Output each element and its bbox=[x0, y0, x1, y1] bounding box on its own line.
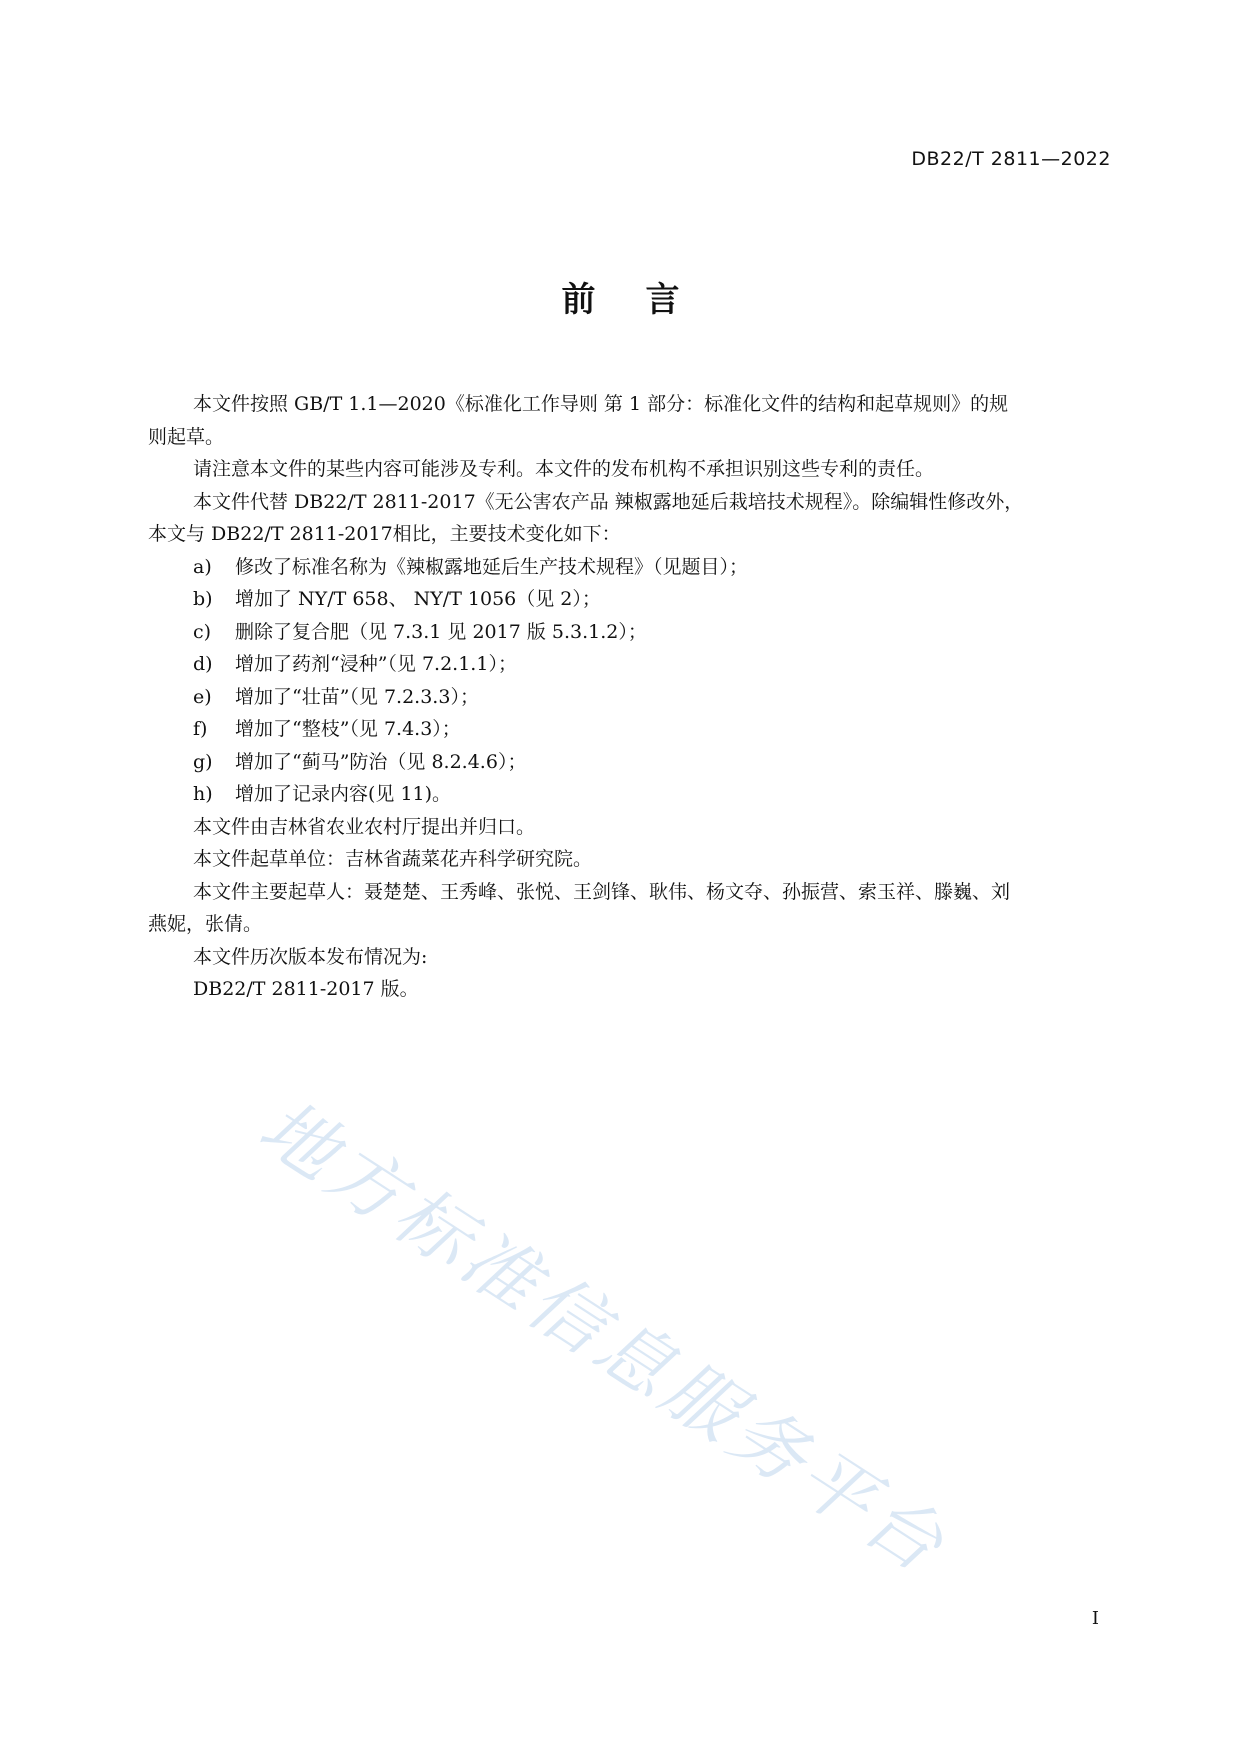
page-number: I bbox=[1091, 1608, 1099, 1629]
list-item-label: f) bbox=[193, 718, 208, 740]
list-item bbox=[148, 551, 1118, 584]
version-history-heading: 本文件历次版本发布情况为: bbox=[193, 945, 428, 968]
list-item-label: d) bbox=[193, 653, 213, 675]
list-item-text: 增加了 NY/T 658、 NY/T 1056（见 2）； bbox=[235, 588, 601, 610]
paragraph-line: 本文件代替 DB22/T 2811-2017《无公害农产品 辣椒露地延后栽培技术规程》。除编辑性修改外， bbox=[193, 490, 1024, 513]
list-item-label: g) bbox=[193, 750, 213, 773]
list-item-label: e) bbox=[193, 685, 212, 708]
proposer-statement: 本文件由吉林省农业农村厅提出并归口。 bbox=[193, 815, 536, 838]
list-item-label: c) bbox=[193, 620, 212, 643]
version-history-item: DB22/T 2811-2017 版。 bbox=[193, 978, 419, 1000]
list-item-text: 增加了药剂“浸种”（见 7.2.1.1）； bbox=[235, 653, 517, 675]
list-item-label: h) bbox=[193, 783, 213, 805]
drafters-statement-continued: 燕妮，张倩。 bbox=[148, 913, 263, 935]
list-item bbox=[148, 583, 1118, 616]
document-body bbox=[148, 388, 1118, 1006]
list-item-label: a) bbox=[193, 555, 212, 578]
paragraph-line: 本文件按照 GB/T 1.1—2020《标准化工作导则 第 1 部分：标准化文件的结构和起草规则》的规 bbox=[193, 393, 1009, 415]
list-item-text: 增加了记录内容(见 11)。 bbox=[235, 783, 452, 805]
drafters-statement: 本文件主要起草人：聂楚楚、王秀峰、张悦、王剑锋、耿伟、杨文夺、孙振营、索玉祥、滕巍、刘 bbox=[193, 880, 1011, 903]
document-code: DB22/T 2811—2022 bbox=[911, 148, 1111, 170]
list-item bbox=[148, 648, 1118, 681]
watermark: 地方标准信息服务平台 bbox=[244, 1083, 963, 1592]
list-item bbox=[148, 746, 1118, 779]
list-item-text: 增加了“整枝”（见 7.4.3）； bbox=[235, 718, 461, 740]
list-item-text: 修改了标准名称为《辣椒露地延后生产技术规程》（见题目）； bbox=[235, 555, 749, 578]
list-item bbox=[148, 681, 1118, 714]
change-list bbox=[148, 551, 1118, 811]
paragraph-line: 则起草。 bbox=[148, 425, 225, 448]
list-item bbox=[148, 778, 1118, 811]
page-title: 前言 bbox=[561, 280, 730, 320]
list-item-label: b) bbox=[193, 588, 213, 610]
list-item bbox=[148, 616, 1118, 649]
list-item-text: 删除了复合肥（见 7.3.1 见 2017 版 5.3.1.2）； bbox=[235, 620, 647, 643]
drafting-unit-statement: 本文件起草单位：吉林省蔬菜花卉科学研究院。 bbox=[193, 848, 593, 870]
paragraph-line: 请注意本文件的某些内容可能涉及专利。本文件的发布机构不承担识别这些专利的责任。 bbox=[193, 458, 935, 480]
paragraph-line: 本文与 DB22/T 2811-2017相比，主要技术变化如下： bbox=[148, 523, 621, 545]
list-item-text: 增加了“壮苗”（见 7.2.3.3）； bbox=[235, 685, 479, 708]
list-item bbox=[148, 713, 1118, 746]
list-item-text: 增加了“蓟马”防治（见 8.2.4.6）； bbox=[235, 750, 527, 773]
